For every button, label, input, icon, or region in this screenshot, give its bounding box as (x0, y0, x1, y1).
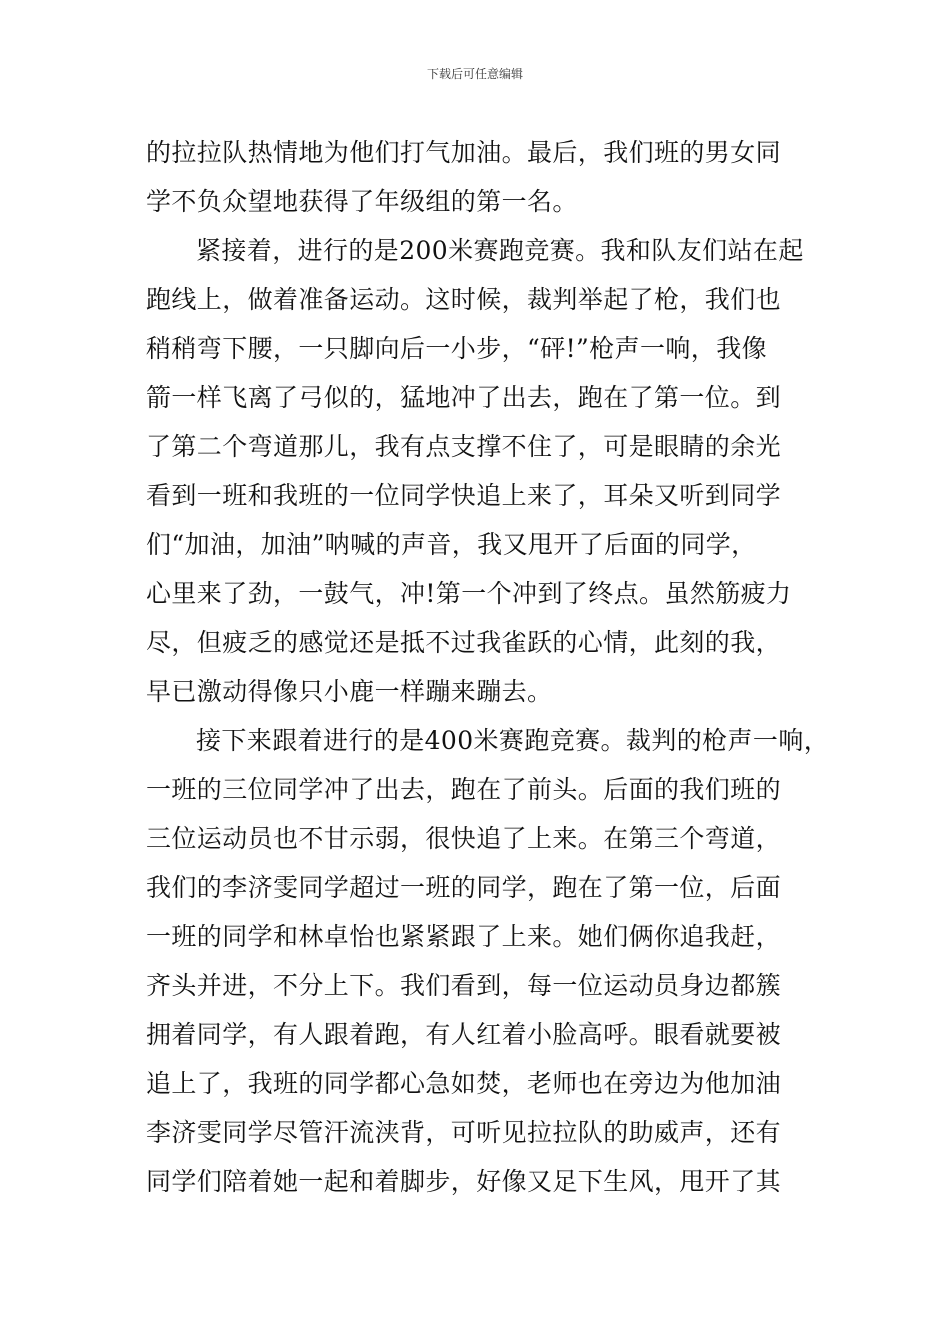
text-line: 一班的同学和林卓怡也紧紧跟了上来。她们俩你追我赶， (146, 922, 782, 951)
text-line: 学不负众望地获得了年级组的第一名。 (146, 187, 578, 216)
document-body (146, 128, 830, 1206)
text-line: 箭一样飞离了弓似的，猛地冲了出去，跑在了第一位。到 (146, 383, 782, 412)
text-line: 三位运动员也不甘示弱，很快追了上来。在第三个弯道， (146, 824, 782, 853)
text-line: 接下来跟着进行的是400米赛跑竞赛。裁判的枪声一响， (196, 726, 830, 755)
text-line: 同学们陪着她一起和着脚步，好像又足下生风，甩开了其 (146, 1167, 782, 1196)
text-line: 我们的李济雯同学超过一班的同学，跑在了第一位，后面 (146, 873, 782, 902)
text-line: 的拉拉队热情地为他们打气加油。最后，我们班的男女同 (146, 138, 782, 167)
paragraph-2 (146, 226, 816, 716)
page-header: 下载后可任意编辑 (426, 67, 523, 81)
text-line: 李济雯同学尽管汗流浃背，可听见拉拉队的助威声，还有 (146, 1118, 782, 1147)
text-line: 看到一班和我班的一位同学快追上来了，耳朵又听到同学 (146, 481, 782, 510)
text-line: 追上了，我班的同学都心急如焚，老师也在旁边为他加油 (146, 1069, 782, 1098)
text-line: 尽，但疲乏的感觉还是抵不过我雀跃的心情，此刻的我， (146, 628, 782, 657)
text-line: 一班的三位同学冲了出去，跑在了前头。后面的我们班的 (146, 775, 782, 804)
text-line: 跑线上，做着准备运动。这时候，裁判举起了枪，我们也 (146, 285, 782, 314)
text-line: 紧接着，进行的是200米赛跑竞赛。我和队友们站在起 (196, 236, 804, 265)
paragraph-3 (146, 716, 830, 1206)
text-line: 了第二个弯道那儿，我有点支撑不住了，可是眼睛的余光 (146, 432, 782, 461)
text-line: 们“加油，加油”呐喊的声音，我又甩开了后面的同学， (146, 530, 757, 559)
text-line: 稍稍弯下腰，一只脚向后一小步，“砰!”枪声一响，我像 (146, 334, 768, 363)
paragraph-1 (146, 128, 816, 226)
text-line: 早已激动得像只小鹿一样蹦来蹦去。 (146, 677, 553, 706)
text-line: 齐头并进，不分上下。我们看到，每一位运动员身边都簇 (146, 971, 782, 1000)
text-line: 心里来了劲，一鼓气，冲!第一个冲到了终点。虽然筋疲力 (146, 579, 792, 608)
text-line: 拥着同学，有人跟着跑，有人红着小脸高呼。眼看就要被 (146, 1020, 782, 1049)
